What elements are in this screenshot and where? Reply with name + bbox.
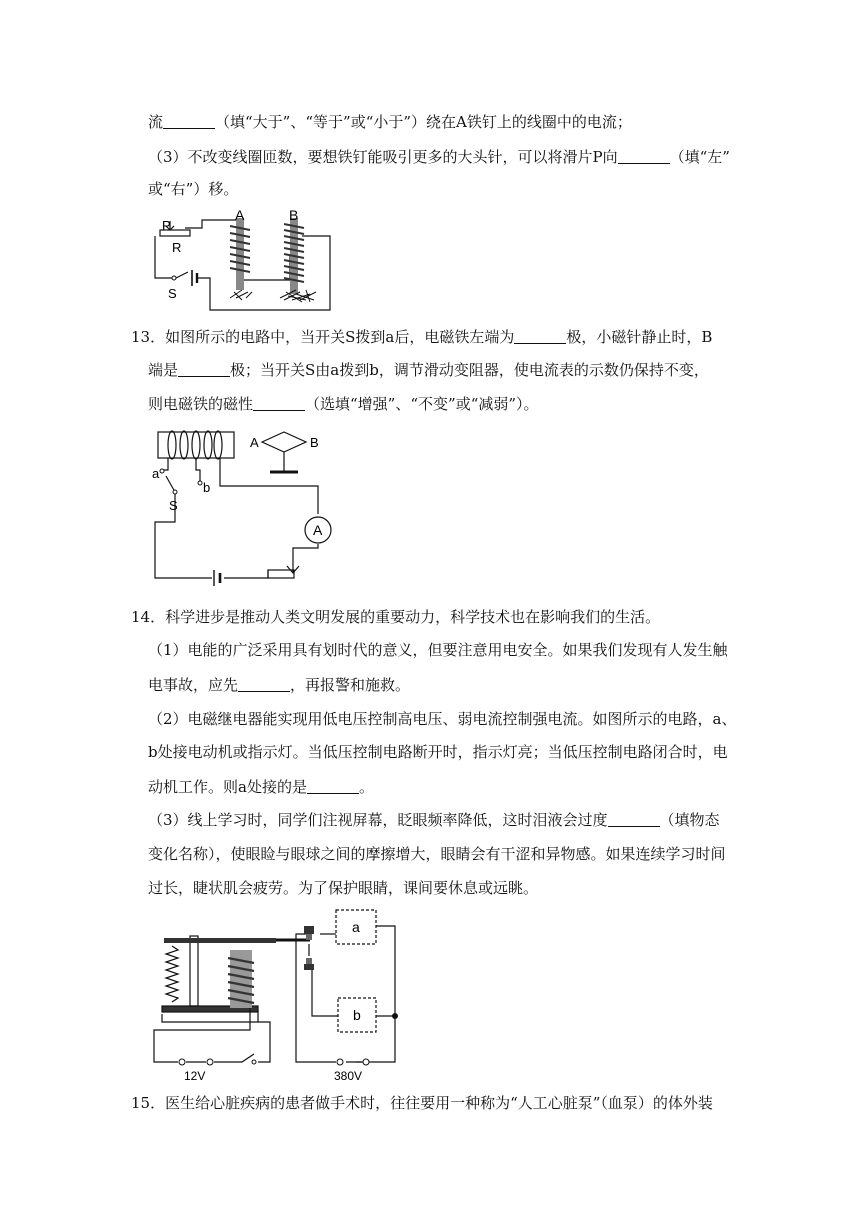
label-12v: 12V: [184, 1069, 206, 1083]
answer-blank[interactable]: [608, 810, 660, 827]
label-B: B: [310, 435, 319, 450]
answer-blank[interactable]: [514, 327, 566, 344]
label-S: S: [168, 286, 177, 301]
q14-p3-line1: （3）线上学习时，同学们注视屏幕，眨眼频率降低，这时泪液会过度 （填物态: [148, 811, 720, 829]
q13-figure: [150, 430, 350, 580]
q14-p3-line2: 变化名称），使眼睑与眼球之间的摩擦增大，眼睛会有干涩和异物感。如果连续学习时间: [148, 845, 726, 863]
q14-intro: 14．科学进步是推动人类文明发展的重要动力，科学技术也在影响我们的生活。: [131, 608, 661, 626]
answer-blank[interactable]: [618, 147, 670, 164]
q14-p3-line3: 过长，睫状肌会疲劳。为了保护眼睛，课间要休息或远眺。: [148, 879, 539, 897]
label-b: b: [203, 480, 211, 495]
answer-blank[interactable]: [307, 777, 359, 794]
q12-line1: 流 （填“大于”、“等于”或“小于”）绕在A铁钉上的线圈中的电流；: [148, 113, 632, 131]
box-b-label: b: [353, 1007, 361, 1023]
box-a-label: a: [352, 919, 360, 935]
q12-line2: （3）不改变线圈匝数，要想铁钉能吸引更多的大头针，可以将滑片P向 （填“左”: [148, 148, 730, 166]
question-number: 13．: [131, 328, 166, 346]
q13-line1: 13．如图所示的电路中，当开关S拨到a后，电磁铁左端为 极，小磁针静止时，B: [131, 328, 713, 346]
q14-p1-line2: 电事故，应先 ，再报警和施救。: [148, 676, 411, 694]
q13-line2: 端是 极；当开关S由a拨到b，调节滑动变阻器，使电流表的示数仍保持不变，: [148, 361, 709, 379]
question-number: 15．: [131, 1094, 166, 1112]
q14-p2-line2: b处接电动机或指示灯。当低压控制电路断开时，指示灯亮；当低压控制电路闭合时，电: [148, 743, 728, 761]
answer-blank[interactable]: [238, 675, 290, 692]
q13-line3: 则电磁铁的磁性 （选填“增强”、“不变”或“减弱”）。: [148, 395, 539, 413]
label-A: A: [250, 435, 259, 450]
ammeter-label: A: [313, 522, 323, 538]
q15-line1: 15．医生给心脏疾病的患者做手术时，往往要用一种称为“人工心脏泵”（血泵）的体外装: [131, 1094, 713, 1112]
label-a: a: [152, 466, 160, 481]
label-S: S: [169, 498, 178, 513]
question-number: 14．: [131, 608, 166, 626]
q12-line3: 或“右”）移。: [148, 180, 239, 198]
q14-figure: [150, 906, 410, 1086]
answer-blank[interactable]: [163, 112, 215, 129]
label-P: P: [162, 218, 171, 233]
label-380v: 380V: [334, 1069, 363, 1083]
label-A: A: [235, 207, 245, 223]
label-R: R: [172, 240, 182, 255]
q12-figure: [150, 206, 340, 314]
q14-p2-line1: （2）电磁继电器能实现用低电压控制高电压、弱电流控制强电流。如图所示的电路，a、: [148, 710, 737, 728]
q14-p1-line1: （1）电能的广泛采用具有划时代的意义，但要注意用电安全。如果我们发现有人发生触: [148, 641, 728, 659]
label-B: B: [289, 207, 299, 223]
q14-p2-line3: 动机工作。则a处接的是 。: [148, 778, 374, 796]
answer-blank[interactable]: [178, 360, 230, 377]
answer-blank[interactable]: [253, 394, 305, 411]
